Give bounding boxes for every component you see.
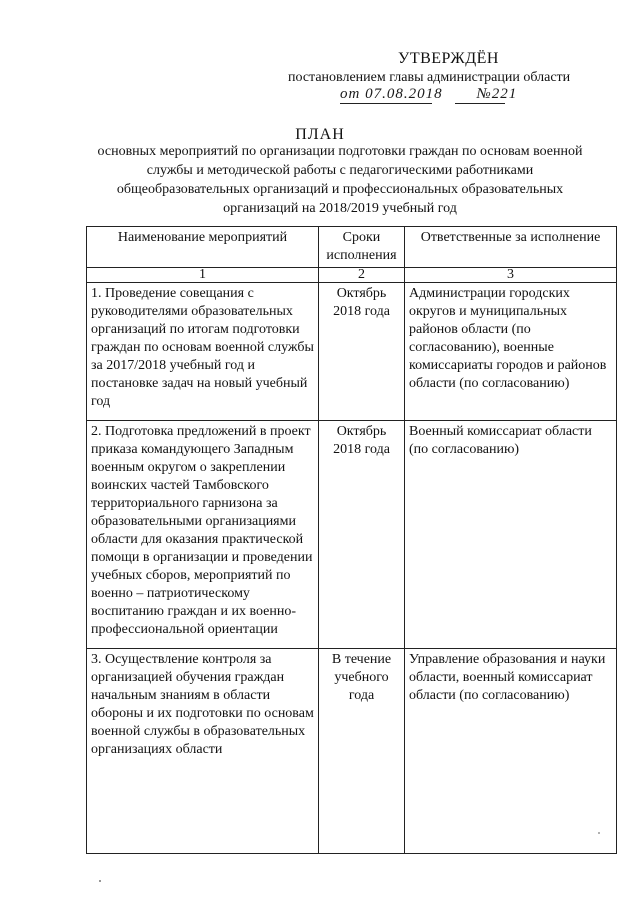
deadline-cell: В течение учебного года [319, 649, 405, 854]
responsible-cell: Управление образования и науки области, военный комиссариат области (по согласованию) [405, 649, 617, 854]
deadline-cell: Октябрь 2018 года [319, 283, 405, 421]
event-cell: 1. Проведение совещания с руководителями образовательных организаций по итогам подготовки граждан по основам военной службы за 2017/2018 учебный год и постановке задач на новый учебный год [87, 283, 319, 421]
number-underline [455, 103, 505, 104]
column-number: 1 [87, 268, 319, 283]
handwritten-date: от 07.08.2018 [340, 86, 443, 102]
event-cell: 2. Подготовка предложений в проект приказа командующего Западным военным округом о закреплении воинских частей Тамбовского территориального гарнизона за образовательными организациями области для оказания практической помощи в организации и проведении учебных сборов, мероприятий по военно – патриотическому воспитанию граждан и их военно-профессиональной ориентации [87, 421, 319, 649]
approved-title: УТВЕРЖДЁН [398, 50, 499, 67]
column-number: 3 [405, 268, 617, 283]
plan-subtitle: основных мероприятий по организации подготовки граждан по основам военной службы и методической работы с педагогическими работниками общеобразовательных организаций и профессиональных образовательных организаций на 2018/2019 учебный год [97, 144, 583, 216]
date-underline [340, 103, 432, 104]
header-responsible: Ответственные за исполнение [405, 227, 617, 268]
table-row [87, 283, 617, 421]
column-number-row [87, 268, 617, 283]
approved-by-text: постановлением главы администрации области [288, 70, 571, 85]
handwritten-number: №221 [476, 86, 518, 102]
header-event: Наименование мероприятий [87, 227, 319, 268]
handwritten-date-number [340, 86, 517, 103]
table-row [87, 649, 617, 854]
scan-speck [598, 832, 600, 834]
table-row [87, 421, 617, 649]
header-deadline: Сроки исполнения [319, 227, 405, 268]
table-header-row [87, 227, 617, 268]
column-number: 2 [319, 268, 405, 283]
plan-title: ПЛАН [295, 126, 345, 143]
event-cell: 3. Осуществление контроля за организацией обучения граждан начальным знаниям в области обороны и их подготовки по основам военной службы в образовательных организациях области [87, 649, 319, 854]
responsible-cell: Администрации городских округов и муниципальных районов области (по согласованию), военные комиссариаты городов и районов области (по согласованию) [405, 283, 617, 421]
responsible-cell: Военный комиссариат области (по согласованию) [405, 421, 617, 649]
deadline-cell: Октябрь 2018 года [319, 421, 405, 649]
scan-speck [99, 880, 101, 882]
plan-table [86, 226, 617, 854]
